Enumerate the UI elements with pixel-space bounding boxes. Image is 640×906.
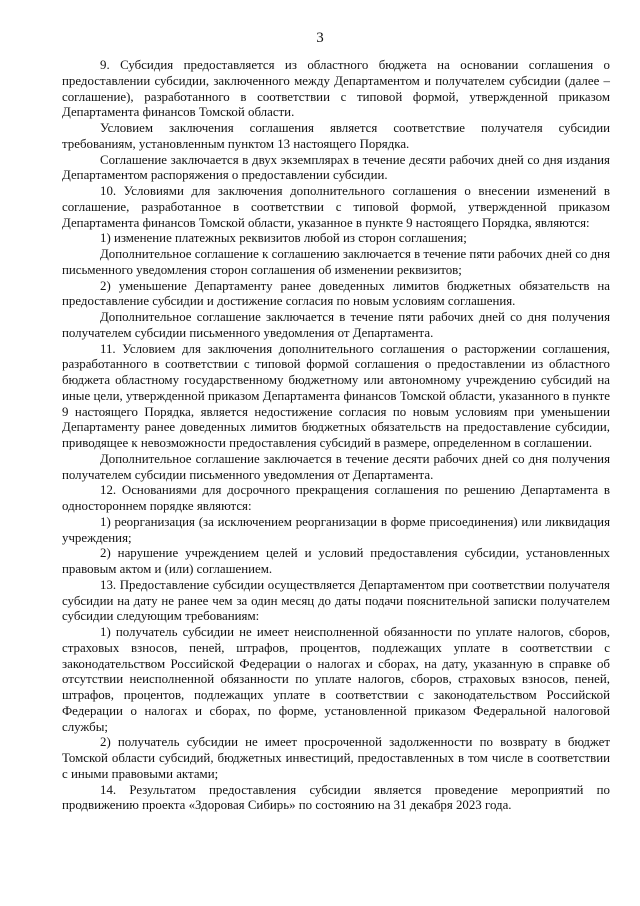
document-body: [62, 58, 610, 814]
paragraph-14: 14. Результатом предоставления субсидии является проведение мероприятий по продвижению проекта «Здоровая Сибирь» по состоянию на 31 декабря 2023 года.: [62, 782, 610, 813]
paragraph-13-item-2: 2) получатель субсидии не имеет просроченной задолженности по возврату в бюджет Томской области субсидий, бюджетных инвестиций, предоставленных в том числе в соответствии с иными правовыми актами;: [62, 735, 610, 781]
paragraph-13-item-1: 1) получатель субсидии не имеет неисполненной обязанности по уплате налогов, сборов, страховых взносов, пеней, штрафов, процентов, подлежащих уплате в соответствии с законодательством Российской Федерации о налогах и сборах, на дату, указанную в справке об отсутствии неисполненной обязанности по уплате налогов, сборов, страховых взносов, пеней, штрафов, процентов, подлежащих уплате в соответствии с законодательством Российской Федерации о налогах и сборах, по форме, установленной приказом Федеральной налоговой службы;: [62, 625, 610, 734]
paragraph-10-item-2-note: Дополнительное соглашение заключается в течение пяти рабочих дней со дня получения получателем субсидии письменного уведомления от Департамента.: [62, 310, 610, 340]
paragraph-9-condition: Условием заключения соглашения является соответствие получателя субсидии требованиям, установленным пунктом 13 настоящего Порядка.: [62, 121, 610, 151]
paragraph-10-item-2: 2) уменьшение Департаменту ранее доведенных лимитов бюджетных обязательств на предоставление субсидии и достижение согласия по новым условиям соглашения.: [62, 278, 610, 309]
paragraph-10-item-1: 1) изменение платежных реквизитов любой из сторон соглашения;: [100, 231, 467, 246]
paragraph-9-copies: Соглашение заключается в двух экземплярах в течение десяти рабочих дней со дня издания Департаментом распоряжения о предоставлении субсидии.: [62, 152, 610, 183]
paragraph-12-item-1: 1) реорганизация (за исключением реорганизации в форме присоединения) или ликвидация учреждения;: [62, 514, 610, 545]
paragraph-10-item-1-note: Дополнительное соглашение к соглашению заключается в течение пяти рабочих дней со дня письменного уведомления сторон соглашения об изменении реквизитов;: [62, 247, 610, 277]
paragraph-12: 12. Основаниями для досрочного прекращения соглашения по решению Департамента в одностороннем порядке являются:: [62, 483, 610, 513]
paragraph-9: 9. Субсидия предоставляется из областного бюджета на основании соглашения о предоставлении субсидии, заключенного между Департаментом и получателем субсидии (далее – соглашение), разработанного в соответствии с типовой формой, утвержденной приказом Департамента финансов Томской области.: [62, 58, 610, 120]
paragraph-10: 10. Условиями для заключения дополнительного соглашения о внесении изменений в соглашение, разработанное в соответствии с типовой формой, утвержденной приказом Департамента финансов Томской области, указанное в пункте 9 настоящего Порядка, являются:: [62, 184, 610, 230]
page-number: 3: [316, 30, 324, 46]
paragraph-13: 13. Предоставление субсидии осуществляется Департаментом при соответствии получателя субсидии на дату не ранее чем за один месяц до даты подачи пояснительной записки получателем субсидии следующим требованиям:: [62, 577, 610, 624]
paragraph-11-note: Дополнительное соглашение заключается в течение десяти рабочих дней со дня получения получателем субсидии письменного уведомления от Департамента.: [62, 451, 610, 482]
paragraph-11: 11. Условием для заключения дополнительного соглашения о расторжении соглашения, разработанного в соответствии с типовой формой соглашения о предоставлении из областного бюджета областному государственному бюджетному или автономному учреждению субсидий на иные цели, утвержденной приказом Департамента финансов Томской области, указанного в пункте 9 настоящего Порядка, является недостижение согласия по новым условиям при уменьшении Департаменту ранее доведенных лимитов бюджетных обязательств на предоставление субсидии, приводящее к невозможности предоставления субсидий в размере, определенном в соглашении.: [62, 341, 610, 450]
paragraph-12-item-2: 2) нарушение учреждением целей и условий предоставления субсидии, установленных правовым актом и (или) соглашением.: [62, 546, 610, 576]
